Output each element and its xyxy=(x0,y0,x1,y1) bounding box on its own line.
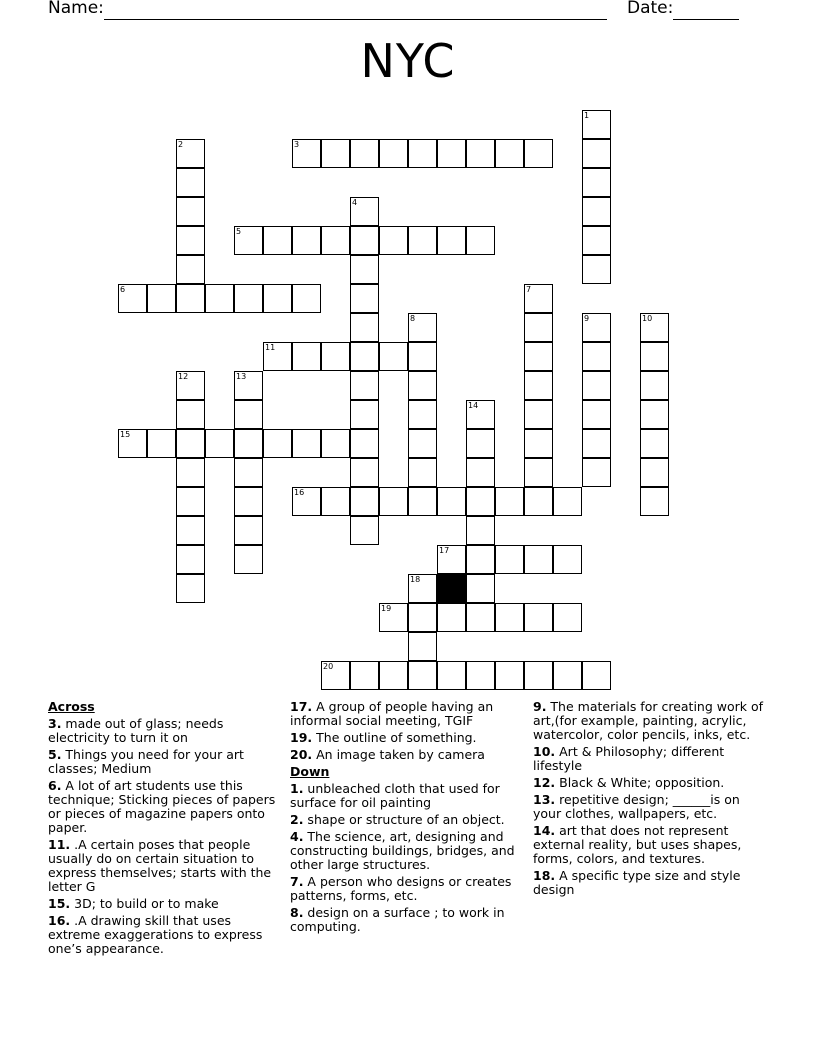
grid-cell[interactable] xyxy=(466,545,495,574)
clue-text: unbleached cloth that used for surface for oil painting xyxy=(290,781,500,810)
grid-cell[interactable] xyxy=(437,487,466,516)
clue-text: A specific type size and style design xyxy=(533,868,741,897)
grid-cell[interactable] xyxy=(408,139,437,168)
grid-cell[interactable] xyxy=(582,313,611,342)
clue-num: 10. xyxy=(533,744,556,759)
across-clue xyxy=(290,731,526,745)
grid-cell[interactable] xyxy=(408,574,437,603)
grid-cell[interactable] xyxy=(408,632,437,661)
grid-cell[interactable] xyxy=(234,516,263,545)
clue-number: 7 xyxy=(526,285,532,294)
down-clue xyxy=(533,776,769,790)
clue-num: 9. xyxy=(533,699,547,714)
clue-number: 17 xyxy=(439,546,450,555)
grid-cell[interactable] xyxy=(350,313,379,342)
grid-cell[interactable] xyxy=(176,574,205,603)
grid-cell[interactable] xyxy=(379,487,408,516)
clue-num: 8. xyxy=(290,905,304,920)
clue-text: made out of glass; needs electricity to turn it on xyxy=(48,716,224,745)
date-label: Date: xyxy=(627,0,674,18)
grid-cell[interactable] xyxy=(466,516,495,545)
across-heading: Across xyxy=(48,699,95,714)
grid-cell[interactable] xyxy=(118,284,147,313)
grid-cell[interactable] xyxy=(292,226,321,255)
clue-text: The science, art, designing and constructing buildings, bridges, and other large structures. xyxy=(290,829,515,872)
clue-text: A person who designs or creates patterns, forms, etc. xyxy=(290,874,512,903)
grid-cell[interactable] xyxy=(582,255,611,284)
grid-cell[interactable] xyxy=(582,226,611,255)
grid-cell[interactable] xyxy=(350,255,379,284)
grid-block xyxy=(437,574,466,603)
grid-cell[interactable] xyxy=(350,661,379,690)
grid-cell[interactable] xyxy=(234,487,263,516)
clue-number: 12 xyxy=(178,372,189,381)
grid-cell[interactable] xyxy=(176,168,205,197)
grid-cell[interactable] xyxy=(321,429,350,458)
down-clue xyxy=(533,793,769,821)
grid-cell[interactable] xyxy=(640,458,669,487)
grid-cell[interactable] xyxy=(524,313,553,342)
across-clue xyxy=(48,897,284,911)
grid-cell[interactable] xyxy=(408,342,437,371)
grid-cell[interactable] xyxy=(582,661,611,690)
grid-cell[interactable] xyxy=(640,487,669,516)
clue-num: 20. xyxy=(290,747,313,762)
clue-number: 5 xyxy=(236,227,242,236)
down-clue xyxy=(290,782,526,810)
clue-num: 3. xyxy=(48,716,62,731)
grid-cell[interactable] xyxy=(524,342,553,371)
grid-cell[interactable] xyxy=(263,284,292,313)
across-clue xyxy=(48,838,284,894)
grid-cell[interactable] xyxy=(292,284,321,313)
clue-text: design on a surface ; to work in computing. xyxy=(290,905,505,934)
clue-text: A group of people having an informal social meeting, TGIF xyxy=(290,699,494,728)
grid-cell[interactable] xyxy=(524,458,553,487)
grid-cell[interactable] xyxy=(118,429,147,458)
clue-text: An image taken by camera xyxy=(312,747,485,762)
clue-text: art that does not represent external reality, but uses shapes, forms, colors, and textures. xyxy=(533,823,742,866)
clue-text: The outline of something. xyxy=(312,730,477,745)
down-clue xyxy=(290,906,526,934)
grid-cell[interactable] xyxy=(379,139,408,168)
clue-text: Things you need for your art classes; Medium xyxy=(48,747,244,776)
down-clue xyxy=(290,875,526,903)
clue-number: 9 xyxy=(584,314,590,323)
grid-cell[interactable] xyxy=(582,400,611,429)
clue-text: The materials for creating work of art,(for example, painting, acrylic, watercolor, color pencils, inks, etc. xyxy=(533,699,764,742)
grid-cell[interactable] xyxy=(234,458,263,487)
grid-cell[interactable] xyxy=(234,429,263,458)
grid-cell[interactable] xyxy=(466,487,495,516)
clue-text: Black & White; opposition. xyxy=(555,775,725,790)
grid-cell[interactable] xyxy=(292,342,321,371)
grid-cell[interactable] xyxy=(379,342,408,371)
clue-num: 6. xyxy=(48,778,62,793)
grid-cell[interactable] xyxy=(553,545,582,574)
grid-cell[interactable] xyxy=(379,603,408,632)
down-clue xyxy=(533,745,769,773)
clue-text: .A certain poses that people usually do on certain situation to express themselves; starts with the letter G xyxy=(48,837,272,894)
grid-cell[interactable] xyxy=(466,661,495,690)
grid-cell[interactable] xyxy=(176,197,205,226)
grid-cell[interactable] xyxy=(408,371,437,400)
grid-cell[interactable] xyxy=(437,661,466,690)
grid-cell[interactable] xyxy=(176,487,205,516)
clue-number: 2 xyxy=(178,140,184,149)
grid-cell[interactable] xyxy=(495,661,524,690)
grid-cell[interactable] xyxy=(292,429,321,458)
grid-cell[interactable] xyxy=(582,139,611,168)
grid-cell[interactable] xyxy=(263,226,292,255)
grid-cell[interactable] xyxy=(437,603,466,632)
clue-num: 15. xyxy=(48,896,71,911)
grid-cell[interactable] xyxy=(408,313,437,342)
grid-cell[interactable] xyxy=(176,226,205,255)
clue-num: 12. xyxy=(533,775,556,790)
down-heading: Down xyxy=(290,764,330,779)
grid-cell[interactable] xyxy=(640,371,669,400)
clue-number: 11 xyxy=(265,343,276,352)
grid-cell[interactable] xyxy=(582,429,611,458)
grid-cell[interactable] xyxy=(466,139,495,168)
grid-cell[interactable] xyxy=(176,400,205,429)
clue-number: 20 xyxy=(323,662,334,671)
grid-cell[interactable] xyxy=(408,661,437,690)
grid-cell[interactable] xyxy=(640,342,669,371)
clue-num: 19. xyxy=(290,730,313,745)
clue-text: A lot of art students use this technique; Sticking pieces of papers or pieces of magazine papers onto paper. xyxy=(48,778,276,835)
grid-cell[interactable] xyxy=(147,284,176,313)
clue-text: .A drawing skill that uses extreme exaggerations to express one’s appearance. xyxy=(48,913,263,956)
grid-cell[interactable] xyxy=(350,487,379,516)
clues-column-2 xyxy=(290,700,526,937)
grid-cell[interactable] xyxy=(321,139,350,168)
grid-cell[interactable] xyxy=(176,284,205,313)
grid-cell[interactable] xyxy=(437,545,466,574)
grid-cell[interactable] xyxy=(350,429,379,458)
grid-cell[interactable] xyxy=(350,516,379,545)
grid-cell[interactable] xyxy=(524,284,553,313)
grid-cell[interactable] xyxy=(350,371,379,400)
clue-num: 17. xyxy=(290,699,313,714)
grid-cell[interactable] xyxy=(408,429,437,458)
grid-cell[interactable] xyxy=(234,226,263,255)
grid-cell[interactable] xyxy=(350,458,379,487)
across-clue xyxy=(48,779,284,835)
grid-cell[interactable] xyxy=(524,371,553,400)
grid-cell[interactable] xyxy=(205,284,234,313)
grid-cell[interactable] xyxy=(524,487,553,516)
clue-number: 15 xyxy=(120,430,131,439)
grid-cell[interactable] xyxy=(176,545,205,574)
grid-cell[interactable] xyxy=(292,487,321,516)
grid-cell[interactable] xyxy=(350,226,379,255)
grid-cell[interactable] xyxy=(466,226,495,255)
grid-cell[interactable] xyxy=(582,197,611,226)
grid-cell[interactable] xyxy=(640,313,669,342)
grid-cell[interactable] xyxy=(495,487,524,516)
clue-num: 13. xyxy=(533,792,556,807)
grid-cell[interactable] xyxy=(582,458,611,487)
grid-cell[interactable] xyxy=(350,400,379,429)
clue-number: 14 xyxy=(468,401,479,410)
grid-cell[interactable] xyxy=(466,458,495,487)
grid-cell[interactable] xyxy=(495,603,524,632)
clues-column-1 xyxy=(48,700,284,959)
grid-cell[interactable] xyxy=(524,603,553,632)
clue-number: 1 xyxy=(584,111,590,120)
grid-cell[interactable] xyxy=(408,400,437,429)
grid-cell[interactable] xyxy=(524,661,553,690)
clue-text: shape or structure of an object. xyxy=(303,812,505,827)
across-clue xyxy=(48,748,284,776)
grid-cell[interactable] xyxy=(640,400,669,429)
grid-cell[interactable] xyxy=(176,458,205,487)
clue-number: 18 xyxy=(410,575,421,584)
clue-num: 4. xyxy=(290,829,304,844)
clue-text: repetitive design; ______is on your clothes, wallpapers, etc. xyxy=(533,792,740,821)
clue-number: 10 xyxy=(642,314,653,323)
grid-cell[interactable] xyxy=(524,545,553,574)
grid-cell[interactable] xyxy=(582,168,611,197)
grid-cell[interactable] xyxy=(582,110,611,139)
grid-cell[interactable] xyxy=(466,400,495,429)
down-clue xyxy=(533,700,769,742)
grid-cell[interactable] xyxy=(379,661,408,690)
grid-cell[interactable] xyxy=(553,661,582,690)
clue-num: 16. xyxy=(48,913,71,928)
grid-cell[interactable] xyxy=(176,429,205,458)
down-clue xyxy=(290,813,526,827)
clue-num: 14. xyxy=(533,823,556,838)
grid-cell[interactable] xyxy=(321,342,350,371)
grid-cell[interactable] xyxy=(379,226,408,255)
clue-number: 6 xyxy=(120,285,126,294)
grid-cell[interactable] xyxy=(408,603,437,632)
grid-cell[interactable] xyxy=(582,371,611,400)
grid-cell[interactable] xyxy=(437,139,466,168)
clue-number: 16 xyxy=(294,488,305,497)
grid-cell[interactable] xyxy=(524,429,553,458)
grid-cell[interactable] xyxy=(263,342,292,371)
grid-cell[interactable] xyxy=(176,371,205,400)
clue-num: 7. xyxy=(290,874,304,889)
grid-cell[interactable] xyxy=(437,226,466,255)
grid-cell[interactable] xyxy=(176,255,205,284)
grid-cell[interactable] xyxy=(524,139,553,168)
clue-text: Art & Philosophy; different lifestyle xyxy=(533,744,725,773)
down-clue xyxy=(290,830,526,872)
grid-cell[interactable] xyxy=(553,487,582,516)
clue-text: 3D; to build or to make xyxy=(70,896,219,911)
clue-num: 18. xyxy=(533,868,556,883)
clue-num: 5. xyxy=(48,747,62,762)
grid-cell[interactable] xyxy=(350,139,379,168)
grid-cell[interactable] xyxy=(263,429,292,458)
clue-number: 19 xyxy=(381,604,392,613)
grid-cell[interactable] xyxy=(350,284,379,313)
grid-cell[interactable] xyxy=(466,574,495,603)
grid-cell[interactable] xyxy=(408,487,437,516)
grid-cell[interactable] xyxy=(205,429,234,458)
clue-number: 13 xyxy=(236,372,247,381)
across-clue xyxy=(48,717,284,745)
grid-cell[interactable] xyxy=(495,139,524,168)
grid-cell[interactable] xyxy=(176,139,205,168)
puzzle-title: NYC xyxy=(360,34,456,88)
grid-cell[interactable] xyxy=(495,545,524,574)
clue-num: 2. xyxy=(290,812,304,827)
clues-column-3 xyxy=(533,700,769,900)
across-clue xyxy=(290,700,526,728)
grid-cell[interactable] xyxy=(582,342,611,371)
grid-cell[interactable] xyxy=(292,139,321,168)
grid-cell[interactable] xyxy=(321,226,350,255)
grid-cell[interactable] xyxy=(176,516,205,545)
clue-num: 11. xyxy=(48,837,71,852)
grid-cell[interactable] xyxy=(234,545,263,574)
grid-cell[interactable] xyxy=(234,284,263,313)
grid-cell[interactable] xyxy=(234,371,263,400)
grid-cell[interactable] xyxy=(466,603,495,632)
clue-number: 8 xyxy=(410,314,416,323)
across-clue xyxy=(290,748,526,762)
clue-number: 4 xyxy=(352,198,358,207)
grid-cell[interactable] xyxy=(408,226,437,255)
grid-cell[interactable] xyxy=(147,429,176,458)
grid-cell[interactable] xyxy=(640,429,669,458)
name-label: Name: xyxy=(48,0,104,18)
grid-cell[interactable] xyxy=(553,603,582,632)
grid-cell[interactable] xyxy=(524,400,553,429)
grid-cell[interactable] xyxy=(350,197,379,226)
clue-num: 1. xyxy=(290,781,304,796)
grid-cell[interactable] xyxy=(408,458,437,487)
across-clue xyxy=(48,914,284,956)
down-clue xyxy=(533,869,769,897)
grid-cell[interactable] xyxy=(466,429,495,458)
grid-cell[interactable] xyxy=(350,342,379,371)
clue-number: 3 xyxy=(294,140,300,149)
grid-cell[interactable] xyxy=(234,400,263,429)
grid-cell[interactable] xyxy=(321,661,350,690)
grid-cell[interactable] xyxy=(321,487,350,516)
down-clue xyxy=(533,824,769,866)
